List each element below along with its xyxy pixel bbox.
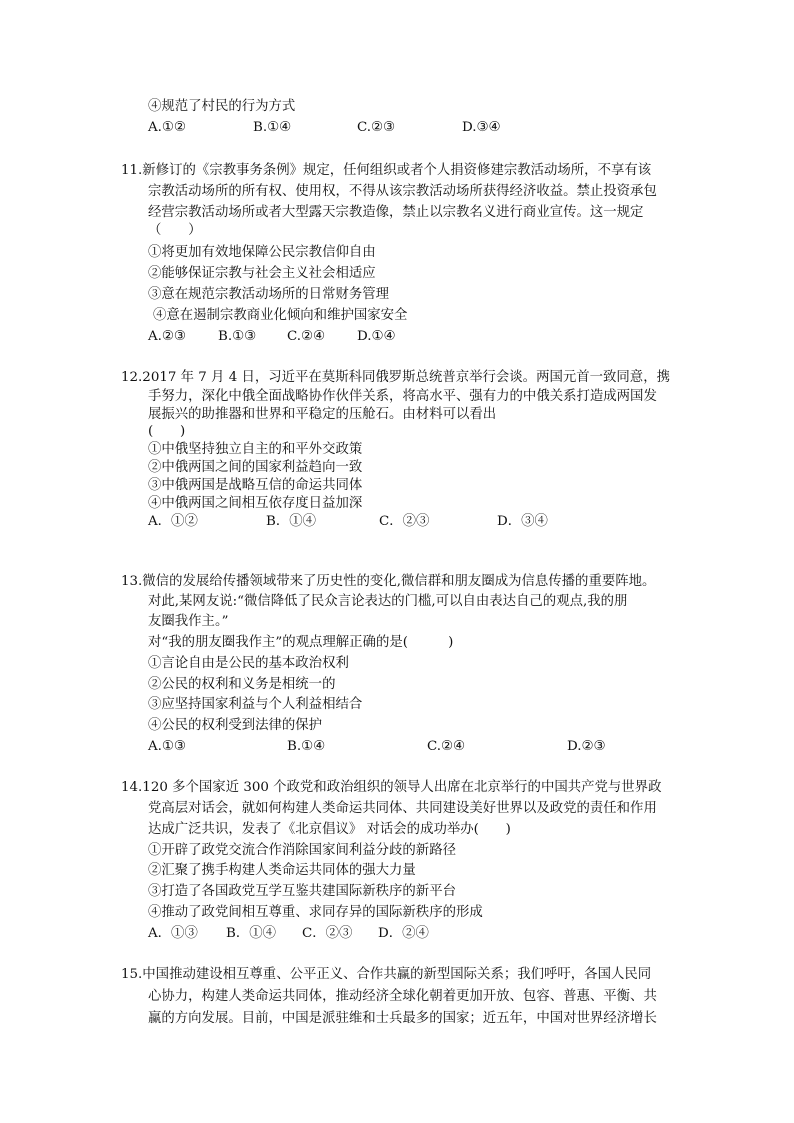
q14-option-b[interactable]: B．①④ [226,926,277,941]
q14-choice-1: ①开辟了政党交流合作消除国家间利益分歧的新路径 [148,843,456,858]
q14-stem-line-2: 党高层对话会，就如何构建人类命运共同体、共同建设美好世界以及政党的责任和作用 [148,801,657,816]
q12-option-b[interactable]: B．①④ [266,514,317,529]
q11-stem-line-3: 经营宗教活动场所或者大型露天宗教造像，禁止以宗教名义进行商业宣传。这一规定 [148,205,644,220]
q14-option-d[interactable]: D．②④ [378,926,429,941]
q14-option-c[interactable]: C．②③ [302,926,353,941]
q14-choice-4: ④推动了政党间相互尊重、求同存异的国际新秩序的形成 [148,905,483,920]
q12-choice-3: ③中俄两国是战略互信的命运共同体 [148,478,363,493]
q14-option-a[interactable]: A．①③ [148,926,198,941]
q12-stem-line-3: 展振兴的助推器和世界和平稳定的压舱石。由材料可以看出 [148,407,497,422]
q13-option-d[interactable]: D.②③ [567,739,606,754]
q11-choice-1: ①将更加有效地保障公民宗教信仰自由 [148,245,376,260]
q11-stem-line-2: 宗教活动场所的所有权、使用权，不得从该宗教活动场所获得经济收益。禁止投资承包 [148,184,657,199]
q14-stem-line-1: 14.120 多个国家近 300 个政党和政治组织的领导人出席在北京举行的中国共产党与世界政 [121,780,662,795]
q13-choice-2: ②公民的权利和义务是相统一的 [148,677,336,692]
q11-option-b[interactable]: B.①③ [218,329,257,344]
q15-stem-line-1: 15.中国推动建设相互尊重、公平正义、合作共赢的新型国际关系；我们呼吁，各国人民同 [121,967,652,982]
q11-option-a[interactable]: A.②③ [148,329,186,344]
q10-option-a[interactable]: A.①② [148,120,186,135]
q14-choice-3: ③打造了各国政党互学互鉴共建国际新秩序的新平台 [148,884,456,899]
q14-choice-2: ②汇聚了携手构建人类命运共同体的强大力量 [148,863,416,878]
q15-stem-line-2: 心协力，构建人类命运共同体，推动经济全球化朝着更加开放、包容、普惠、平衡、共 [148,989,657,1004]
q13-stem-line-2: 对此,某网友说:“微信降低了民众言论表达的门槛,可以自由表达自己的观点,我的朋 [148,594,628,609]
q13-choice-4: ④公民的权利受到法律的保护 [148,718,323,733]
q11-option-c[interactable]: C.②④ [287,329,326,344]
q13-option-b[interactable]: B.①④ [287,739,326,754]
q11-stem-line-1: 11.新修订的《宗教事务条例》规定，任何组织或者个人捐资修建宗教活动场所，不享有该 [121,163,652,178]
q13-stem-line-4: 对“我的朋友圈我作主”的观点理解正确的是( ) [148,635,454,650]
q15-stem-line-3: 赢的方向发展。目前，中国是派驻维和士兵最多的国家；近五年，中国对世界经济增长 [148,1011,657,1026]
q13-choice-3: ③应坚持国家利益与个人利益相结合 [148,697,363,712]
q12-choice-1: ①中俄坚持独立自主的和平外交政策 [148,442,363,457]
q12-choice-2: ②中俄两国之间的国家利益趋向一致 [148,460,363,475]
q13-choice-1: ①言论自由是公民的基本政治权利 [148,656,349,671]
q11-choice-4: ④意在遏制宗教商业化倾向和维护国家安全 [153,308,408,323]
q13-option-a[interactable]: A.①③ [148,739,186,754]
q12-option-c[interactable]: C．②③ [379,514,430,529]
q10-choice-4: ④规范了村民的行为方式 [148,99,296,114]
q14-stem-line-3: 达成广泛共识，发表了《北京倡议》 对话会的成功举办( ) [148,822,511,837]
q10-option-c[interactable]: C.②③ [357,120,396,135]
q10-option-d[interactable]: D.③④ [462,120,501,135]
q12-choice-4: ④中俄两国之间相互依存度日益加深 [148,496,363,511]
q11-stem-line-4: （ ） [148,223,202,238]
q12-stem-line-1: 12.2017 年 7 月 4 日，习近平在莫斯科同俄罗斯总统普京举行会谈。两国元首一致同意，携 [121,370,670,385]
q10-option-b[interactable]: B.①④ [253,120,292,135]
q13-stem-line-1: 13.微信的发展给传播领域带来了历史性的变化,微信群和朋友圈成为信息传播的重要阵地。 [121,574,656,589]
q12-stem-line-2: 手努力，深化中俄全面战略协作伙伴关系，将高水平、强有力的中俄关系打造成两国发 [148,389,657,404]
q13-option-c[interactable]: C.②④ [427,739,466,754]
q13-stem-line-3: 友圈我作主。” [148,614,229,629]
q12-option-a[interactable]: A．①② [148,514,198,529]
q11-choice-3: ③意在规范宗教活动场所的日常财务管理 [148,287,390,302]
q12-stem-line-4: ( ) [148,424,186,439]
q12-option-d[interactable]: D．③④ [497,514,548,529]
q11-choice-2: ②能够保证宗教与社会主义社会相适应 [148,266,376,281]
q11-option-d[interactable]: D.①④ [357,329,396,344]
